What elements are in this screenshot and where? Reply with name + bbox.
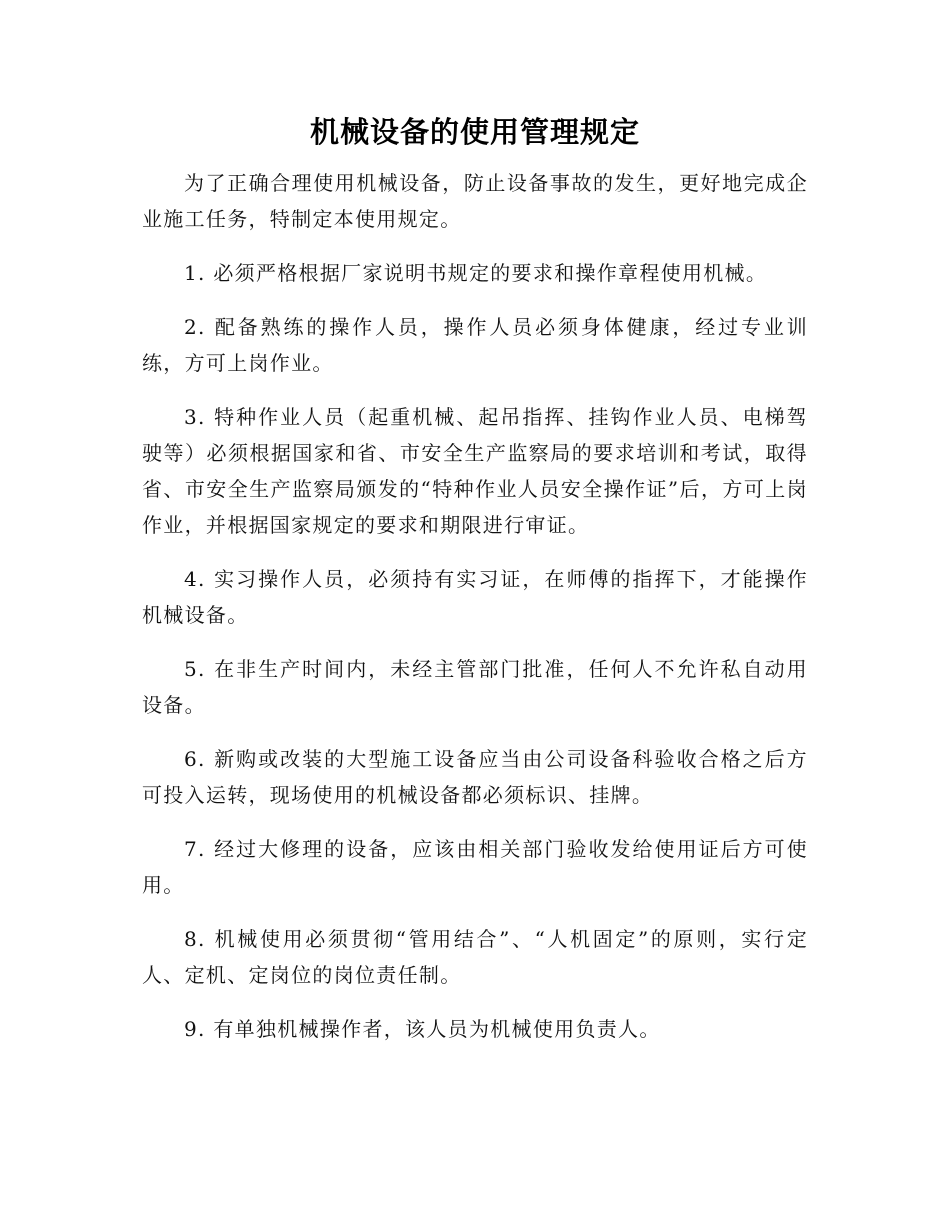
rule-item-1: 1. 必须严格根据厂家说明书规定的要求和操作章程使用机械。	[184, 261, 768, 285]
rule-item-2: 2. 配备熟练的操作人员，操作人员必须身体健康，经过专业训练，方可上岗作业。	[142, 315, 808, 375]
document-title: 机械设备的使用管理规定	[309, 115, 640, 149]
rule-item-7: 7. 经过大修理的设备，应该由相关部门验收发给使用证后方可使用。	[142, 837, 808, 897]
rule-item-5: 5. 在非生产时间内，未经主管部门批准，任何人不允许私自动用设备。	[142, 657, 808, 717]
document-body	[142, 165, 808, 1065]
rule-item-8: 8. 机械使用必须贯彻“管用结合”、“人机固定”的原则，实行定人、定机、定岗位的岗位责任制。	[142, 927, 808, 987]
rule-item-4: 4. 实习操作人员，必须持有实习证，在师傅的指挥下，才能操作机械设备。	[142, 567, 808, 627]
rule-item-6: 6. 新购或改装的大型施工设备应当由公司设备科验收合格之后方可投入运转，现场使用的机械设备都必须标识、挂牌。	[142, 747, 808, 807]
rule-item-9: 9. 有单独机械操作者，该人员为机械使用负责人。	[184, 1017, 661, 1041]
rule-item-3: 3. 特种作业人员（起重机械、起吊指挥、挂钩作业人员、电梯驾驶等）必须根据国家和省、市安全生产监察局的要求培训和考试，取得省、市安全生产监察局颁发的“特种作业人员安全操作证”后，方可上岗作业，并根据国家规定的要求和期限进行审证。	[142, 405, 808, 537]
intro-paragraph: 为了正确合理使用机械设备，防止设备事故的发生，更好地完成企业施工任务，特制定本使用规定。	[142, 171, 808, 231]
